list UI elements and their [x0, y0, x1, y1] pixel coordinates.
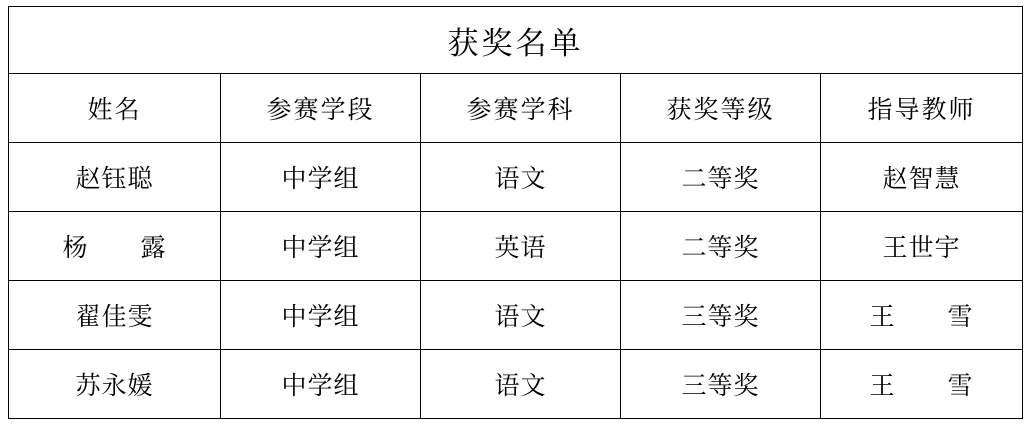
cell-subject: 语文 [421, 281, 621, 350]
table-row [9, 143, 1023, 212]
column-header-stage: 参赛学段 [221, 74, 421, 143]
cell-name: 翟佳雯 [9, 281, 221, 350]
cell-stage: 中学组 [221, 281, 421, 350]
column-header-teacher: 指导教师 [821, 74, 1023, 143]
cell-name: 杨 露 [9, 212, 221, 281]
cell-subject: 英语 [421, 212, 621, 281]
cell-name: 苏永媛 [9, 350, 221, 419]
cell-award: 三等奖 [621, 281, 821, 350]
table-title-row [9, 7, 1023, 74]
cell-award: 二等奖 [621, 143, 821, 212]
cell-teacher: 王世宇 [821, 212, 1023, 281]
column-header-subject: 参赛学科 [421, 74, 621, 143]
cell-teacher: 王 雪 [821, 281, 1023, 350]
table-header-row [9, 74, 1023, 143]
cell-award: 二等奖 [621, 212, 821, 281]
cell-subject: 语文 [421, 350, 621, 419]
cell-teacher: 赵智慧 [821, 143, 1023, 212]
cell-award: 三等奖 [621, 350, 821, 419]
table-row [9, 212, 1023, 281]
cell-stage: 中学组 [221, 350, 421, 419]
cell-stage: 中学组 [221, 143, 421, 212]
document-title: 获奖名单 [9, 7, 1023, 74]
award-list-table [8, 6, 1023, 419]
table-row [9, 281, 1023, 350]
column-header-name: 姓名 [9, 74, 221, 143]
cell-stage: 中学组 [221, 212, 421, 281]
cell-name: 赵钰聪 [9, 143, 221, 212]
cell-subject: 语文 [421, 143, 621, 212]
table-row [9, 350, 1023, 419]
column-header-award: 获奖等级 [621, 74, 821, 143]
cell-teacher: 王 雪 [821, 350, 1023, 419]
